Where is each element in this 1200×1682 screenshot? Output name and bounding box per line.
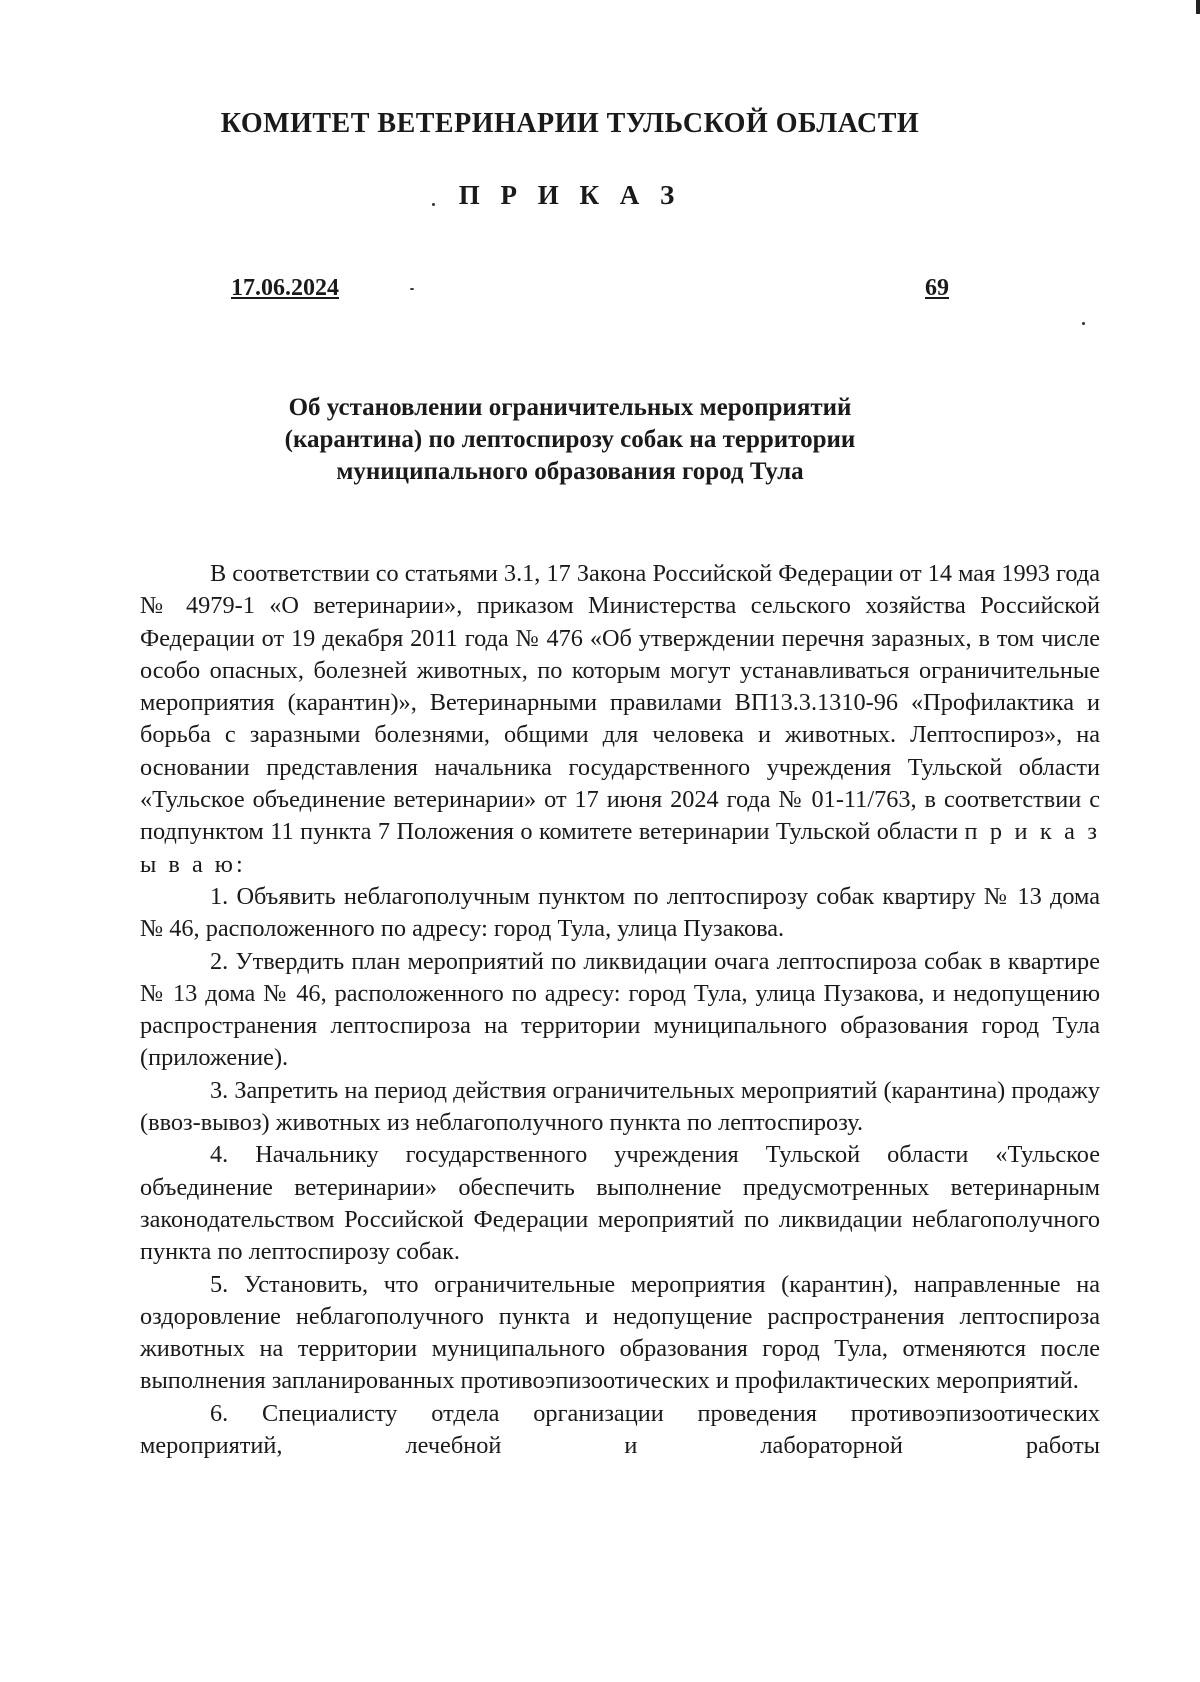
document-type: П Р И К А З [458,180,682,210]
order-item: 3. Запретить на период действия ограничительных мероприятий (карантина) продажу (ввоз-вывоз) животных из неблагополучного пункта по лептоспирозу. [140,1076,1100,1137]
order-body [140,558,1100,1462]
order-subject [0,392,1140,488]
order-item: 1. Объявить неблагополучным пунктом по лептоспирозу собак квартиру № 13 дома № 46, расположенного по адресу: город Тула, улица Пузакова. [140,882,1100,943]
scan-speck [1082,322,1085,325]
scan-edge-mark [1196,0,1200,14]
order-item: 2. Утвердить план мероприятий по ликвидации очага лептоспироза собак в квартире № 13 дома № 46, расположенного по адресу: город Тула, улица Пузакова, и недопущению распространения лептоспироза на территории муниципального образования город Тула (приложение). [140,947,1100,1072]
subject-line: (карантина) по лептоспирозу собак на территории [284,426,856,453]
order-item: 5. Установить, что ограничительные мероприятия (карантин), направленные на оздоровление неблагополучного пункта и недопущение распространения лептоспироза животных на территории муниципального образования город Тула, отменяются после выполнения запланированных противоэпизоотических и профилактических мероприятий. [140,1270,1100,1395]
order-item: 6. Специалисту отдела организации проведения противоэпизоотических мероприятий, лечебной и лабораторной работы [140,1399,1100,1460]
subject-line: Об установлении ограничительных мероприятий [288,394,852,421]
preamble-text: В соответствии со статьями 3.1, 17 Закона Российской Федерации от 14 мая 1993 года № 4979-1 «О ветеринарии», приказом Министерства сельского хозяйства Российской Федерации от 19 декабря 2011 года № 476 «Об утверждении перечня заразных, в том числе особо опасных, болезней животных, по которым могут устанавливаться ограничительные мероприятия (карантин)», Ветеринарными правилами ВП13.3.1310-96 «Профилактика и борьба с заразными болезнями, общими для человека и животных. Лептоспироз», на основании представления начальника государственного учреждения Тульской области «Тульское объединение ветеринарии» от 17 июня 2024 года № 01-11/763, в соответствии с подпунктом 11 пункта 7 Положения о комитете ветеринарии Тульской области [140,560,1100,846]
order-item: 4. Начальнику государственного учреждения Тульской области «Тульское объединение ветеринарии» обеспечить выполнение предусмотренных ветеринарным законодательством Российской Федерации мероприятий по ликвидации неблагополучного пункта по лептоспирозу собак. [140,1141,1100,1266]
scan-speck [410,288,414,290]
preamble-paragraph [140,558,1100,881]
order-word: п р и к а з ы в а ю: [140,818,1101,878]
order-number: 69 [925,275,949,301]
organization-title: КОМИТЕТ ВЕТЕРИНАРИИ ТУЛЬСКОЙ ОБЛАСТИ [220,108,920,139]
order-date: 17.06.2024 [231,275,339,301]
subject-line: муниципального образования город Тула [336,458,804,485]
